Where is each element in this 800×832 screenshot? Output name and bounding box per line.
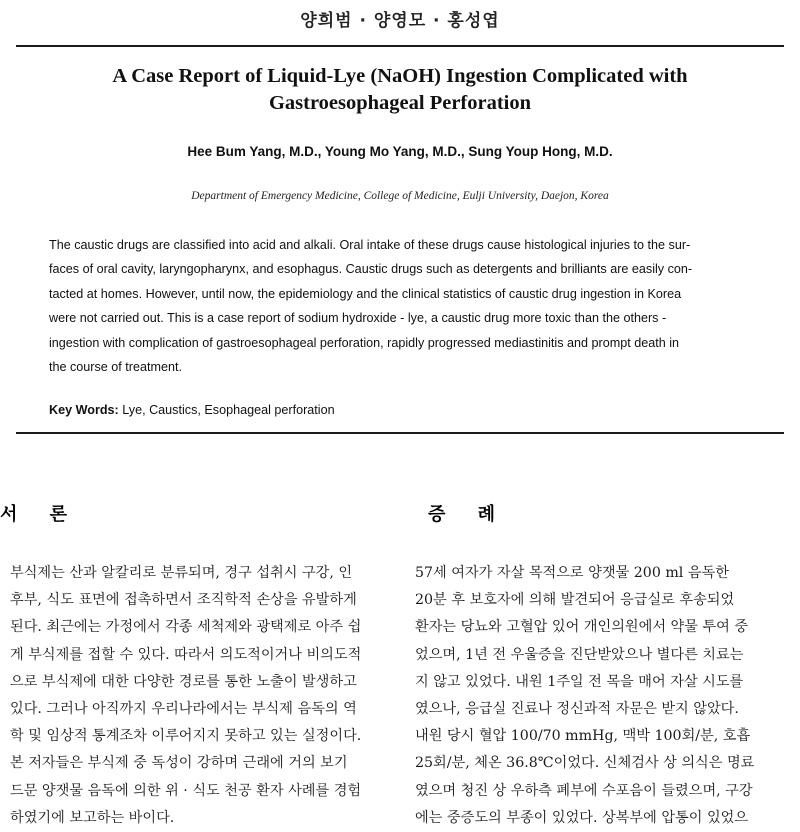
abstract-bottom-divider	[16, 432, 784, 434]
body-line: 내원 당시 혈압 100/70 mmHg, 맥박 100회/분, 호흡	[415, 728, 751, 745]
body-line: 학 및 임상적 통계조차 이루어지지 못하고 있는 실정이다.	[10, 728, 362, 745]
abstract-line: the course of treatment.	[49, 360, 183, 375]
body-line: 게 부식제를 접할 수 있다. 따라서 의도적이거나 비의도적	[10, 646, 362, 663]
keywords	[49, 403, 335, 417]
author-list: Hee Bum Yang, M.D., Young Mo Yang, M.D., Sung Youp Hong, M.D.	[187, 144, 613, 159]
paper-title	[40, 63, 760, 117]
abstract-line: were not carried out. This is a case report of sodium hydroxide - lye, a caustic drug more toxic than the others -	[49, 311, 667, 326]
keywords-value: Lye, Caustics, Esophageal perforation	[118, 403, 335, 417]
abstract-line: tacted at homes. However, until now, the epidemiology and the clinical statistics of caustic drug ingestion in Korea	[49, 286, 682, 301]
affiliation: Department of Emergency Medicine, College of Medicine, Eulji University, Daejon, Korea	[191, 190, 609, 202]
body-line: 있다. 그러나 아직까지 우리나라에서는 부식제 음독의 역	[10, 701, 357, 718]
section-heading-introduction: 서 론	[0, 504, 68, 525]
introduction-column	[10, 560, 395, 832]
abstract-line: faces of oral cavity, laryngopharynx, and esophagus. Caustic drugs such as detergents and brilliants are easily con-	[49, 262, 693, 277]
body-line: 후부, 식도 표면에 접촉하면서 조직학적 손상을 유발하게	[10, 592, 357, 609]
case-column	[415, 560, 800, 832]
body-line: 하였기에 보고하는 바이다.	[10, 809, 175, 826]
body-line: 부식제는 산과 알칼리로 분류되며, 경구 섭취시 구강, 인	[10, 565, 353, 581]
body-line: 으로 부식제에 대한 다양한 경로를 통한 노출이 발생하고	[10, 673, 357, 690]
body-line: 지 않고 있었다. 내원 1주일 전 목을 매어 자살 시도를	[415, 673, 744, 690]
body-line: 본 저자들은 부식제 중 독성이 강하며 근래에 거의 보기	[10, 755, 348, 772]
body-line: 환자는 당뇨와 고혈압 있어 개인의원에서 약물 투여 중	[415, 619, 749, 636]
title-line: Gastroesophageal Perforation	[268, 92, 532, 114]
body-line: 였으며 청진 상 우하측 폐부에 수포음이 들렸으며, 구강	[415, 782, 753, 799]
body-line: 드문 양잿물 음독에 의한 위 · 식도 천공 환자 사례를 경험	[10, 782, 362, 799]
running-head-korean-authors: 양희범 · 양영모 · 홍성엽	[300, 11, 500, 31]
abstract	[49, 233, 771, 379]
body-line: 였으나, 응급실 진료나 정신과적 자문은 받지 않았다.	[415, 701, 739, 718]
body-line: 었으며, 1년 전 우울증을 진단받았으나 별다른 치료는	[415, 646, 744, 663]
body-line: 57세 여자가 자살 목적으로 양잿물 200 ml 음독한	[415, 565, 729, 581]
top-divider	[16, 45, 784, 47]
body-line: 25회/분, 체온 36.8℃이었다. 신체검사 상 의식은 명료	[415, 755, 755, 772]
body-line: 된다. 최근에는 가정에서 각종 세척제와 광택제로 아주 쉽	[10, 619, 362, 636]
abstract-line: ingestion with complication of gastroesophageal perforation, rapidly progressed mediastinitis and prompt death in	[49, 335, 680, 350]
section-heading-case: 증 례	[428, 504, 496, 525]
keywords-label: Key Words:	[49, 403, 119, 417]
body-line: 에는 중증도의 부종이 있었다. 상복부에 압통이 있었으	[415, 809, 749, 826]
abstract-line: The caustic drugs are classified into acid and alkali. Oral intake of these drugs cause histological injuries to the sur-	[49, 238, 691, 252]
body-line: 20분 후 보호자에 의해 발견되어 응급실로 후송되었	[415, 592, 735, 609]
title-line: A Case Report of Liquid-Lye (NaOH) Ingestion Complicated with	[112, 65, 688, 87]
